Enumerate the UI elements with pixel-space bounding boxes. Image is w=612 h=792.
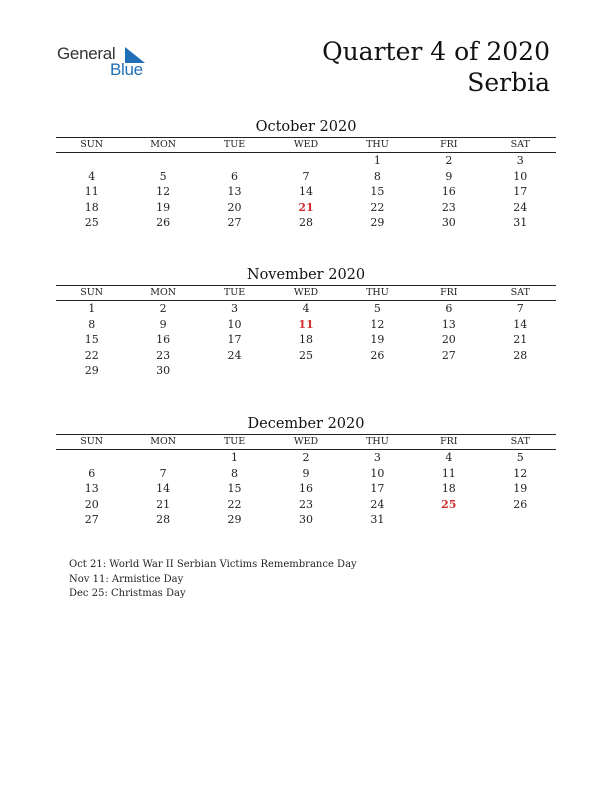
day-cell: 11 [298,317,314,331]
weekday-label: THU [342,138,413,153]
holiday-notes [69,558,357,602]
weekday-label: SUN [56,138,127,153]
day-cell [199,363,270,379]
day-cell: 5 [159,169,167,183]
logo [57,44,157,80]
logo-blue-text: Blue [110,60,143,79]
day-cell: 9 [159,317,167,331]
day-cell: 10 [227,317,242,331]
weekday-label: SUN [56,435,127,450]
day-cell: 30 [156,364,171,378]
week-row [56,200,556,216]
week-row [56,512,556,528]
weekday-label: FRI [413,138,484,153]
day-cell: 23 [298,497,313,511]
month-october [56,117,556,231]
week-row [56,301,556,317]
weekday-label: SAT [485,138,556,153]
day-cell: 2 [302,451,310,464]
day-cell: 21 [298,200,314,214]
day-cell: 31 [513,216,528,230]
day-cell: 25 [298,348,313,362]
day-cell: 19 [156,200,171,214]
day-cell: 26 [370,348,385,362]
day-cell [342,363,413,379]
country-title: Serbia [467,68,550,97]
day-cell: 28 [298,216,313,230]
day-cell: 22 [84,348,99,362]
day-cell: 14 [513,317,528,331]
day-cell: 13 [227,185,242,199]
calendar-grid [56,137,556,231]
day-cell [413,512,484,528]
day-cell: 15 [370,185,385,199]
week-row [56,348,556,364]
day-cell: 9 [302,466,310,480]
weekday-label: TUE [199,286,270,301]
day-cell [56,153,127,169]
day-cell: 29 [370,216,385,230]
day-cell: 12 [513,466,528,480]
day-cell: 6 [445,302,453,315]
week-row [56,317,556,333]
day-cell: 23 [156,348,171,362]
day-cell: 19 [370,333,385,347]
month-november [56,265,556,379]
weekday-label: WED [270,286,341,301]
weekday-header-row [56,435,556,450]
day-cell: 6 [231,169,239,183]
day-cell: 17 [370,482,385,496]
week-row [56,450,556,466]
month-title: October 2020 [255,119,357,135]
day-cell: 5 [516,451,524,464]
day-cell: 28 [513,348,528,362]
day-cell: 2 [445,154,453,167]
weekday-label: TUE [199,138,270,153]
day-cell: 27 [84,513,99,527]
day-cell: 3 [231,302,239,315]
weekday-label: MON [127,286,198,301]
day-cell: 14 [156,482,171,496]
day-cell: 17 [227,333,242,347]
calendar-grid [56,434,556,528]
day-cell: 22 [370,200,385,214]
week-row [56,215,556,231]
day-cell: 9 [445,169,453,183]
weekday-header-row [56,138,556,153]
day-cell: 25 [84,216,99,230]
day-cell: 10 [370,466,385,480]
day-cell: 28 [156,513,171,527]
day-cell: 16 [156,333,171,347]
weekday-label: WED [270,435,341,450]
weekday-label: THU [342,435,413,450]
day-cell [127,153,198,169]
quarter-title: Quarter 4 of 2020 [322,37,550,66]
weekday-label: MON [127,435,198,450]
day-cell: 4 [445,451,453,464]
day-cell [56,450,127,466]
day-cell: 4 [88,169,96,183]
day-cell: 1 [88,302,96,315]
month-title: November 2020 [246,267,366,283]
day-cell: 19 [513,482,528,496]
weekday-label: WED [270,138,341,153]
day-cell: 30 [298,513,313,527]
day-cell: 17 [513,185,528,199]
day-cell: 11 [441,466,456,480]
day-cell: 7 [516,302,524,315]
day-cell: 30 [441,216,456,230]
logo-general-text: General [57,44,116,63]
day-cell [127,450,198,466]
day-cell [270,363,341,379]
day-cell: 24 [370,497,385,511]
day-cell: 2 [159,302,167,315]
day-cell: 15 [84,333,99,347]
day-cell: 5 [373,302,381,315]
day-cell: 16 [441,185,456,199]
week-row [56,497,556,513]
day-cell: 31 [370,513,385,527]
day-cell: 3 [373,451,381,464]
day-cell: 6 [88,466,96,480]
day-cell: 12 [370,317,385,331]
day-cell [199,153,270,169]
day-cell: 26 [513,497,528,511]
day-cell: 15 [227,482,242,496]
day-cell: 11 [84,185,99,199]
week-row [56,169,556,185]
day-cell [270,153,341,169]
day-cell [485,512,556,528]
weekday-label: SUN [56,286,127,301]
day-cell: 1 [373,154,381,167]
day-cell: 25 [441,497,457,511]
month-title: December 2020 [247,416,365,432]
day-cell: 14 [298,185,313,199]
day-cell: 8 [231,466,239,480]
day-cell: 24 [227,348,242,362]
weekday-label: SAT [485,435,556,450]
day-cell: 29 [84,364,99,378]
day-cell: 20 [441,333,456,347]
day-cell: 8 [373,169,381,183]
weekday-label: FRI [413,435,484,450]
week-row [56,363,556,379]
holiday-note: Nov 11: Armistice Day [69,573,184,585]
day-cell: 18 [298,333,313,347]
day-cell: 22 [227,497,242,511]
weekday-header-row [56,286,556,301]
day-cell: 24 [513,200,528,214]
weekday-label: THU [342,286,413,301]
day-cell [485,363,556,379]
week-row [56,153,556,169]
day-cell: 29 [227,513,242,527]
week-row [56,332,556,348]
page-title [322,36,550,98]
day-cell: 10 [513,169,528,183]
calendar-grid [56,285,556,379]
day-cell: 16 [298,482,313,496]
day-cell: 21 [156,497,171,511]
day-cell: 13 [84,482,99,496]
day-cell: 8 [88,317,96,331]
day-cell: 20 [227,200,242,214]
day-cell: 20 [84,497,99,511]
week-row [56,481,556,497]
weekday-label: FRI [413,286,484,301]
day-cell: 4 [302,302,310,315]
holiday-note: Dec 25: Christmas Day [69,588,186,599]
day-cell: 27 [441,348,456,362]
day-cell: 18 [84,200,99,214]
day-cell: 1 [231,451,239,464]
week-row [56,184,556,200]
holiday-note: Oct 21: World War II Serbian Victims Remembrance Day [69,559,357,570]
day-cell: 7 [159,466,167,480]
day-cell: 12 [156,185,171,199]
day-cell: 21 [513,333,528,347]
day-cell: 26 [156,216,171,230]
day-cell: 23 [441,200,456,214]
day-cell: 13 [441,317,456,331]
week-row [56,466,556,482]
day-cell: 3 [516,154,524,167]
day-cell: 7 [302,169,310,183]
weekday-label: MON [127,138,198,153]
weekday-label: TUE [199,435,270,450]
weekday-label: SAT [485,286,556,301]
day-cell: 18 [441,482,456,496]
day-cell: 27 [227,216,242,230]
day-cell [413,363,484,379]
month-december [56,414,556,528]
